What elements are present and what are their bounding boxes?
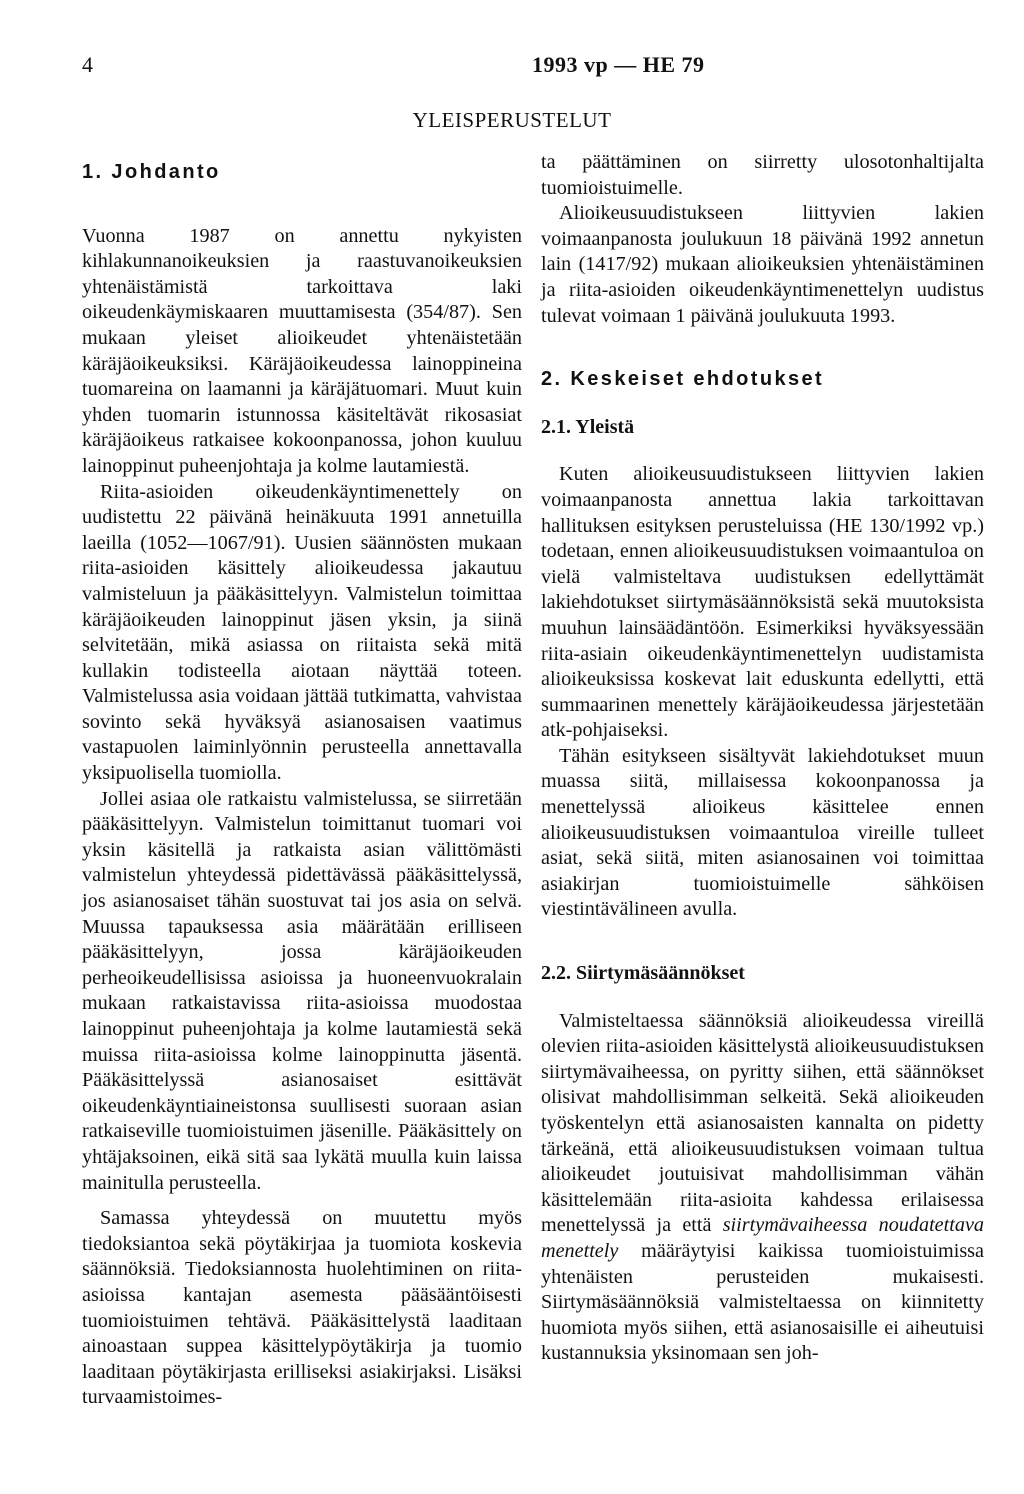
heading-keskeiset-ehdotukset: 2. Keskeiset ehdotukset	[541, 368, 825, 391]
paragraph: Jollei asiaa ole ratkaistu valmistelussa, se siirretään pääkäsittelyyn. Valmistelun toimittanut tuomari voi yksin käsitellä ja ratkaista asian välittömästi valmistelun yhteydessä pidettävässä pääkäsittelyssä, jos asianosaiset tähän suostuvat tai jos asia on selvä. Muussa tapauksessa asia määrätään erilliseen pääkäsittelyyn, jossa käräjäoikeuden perheoikeudellisissa asioissa ja huoneenvuokralain mukaan ratkaistavissa riita-asioissa muodostaa lainoppinut puheenjohtaja ja kolme lautamiestä sekä muissa riita-asioissa kolme lainoppinutta jäsentä. Pääkäsittelyssä asianosaiset esittävät oikeudenkäyntiaineistonsa suullisesti suoraan asian ratkaiseville tuomioistuimen jäsenille. Pääkäsittely on yhtäjaksoinen, eikä sitä saa lykätä muulla kuin laissa mainitulla perusteella.	[82, 787, 522, 1194]
page-number: 4	[82, 52, 93, 77]
running-title: 1993 vp — HE 79	[532, 52, 705, 77]
paragraph: Riita-asioiden oikeudenkäyntimenettely on uudistettu 22 päivänä heinäkuuta 1991 annetuilla laeilla (1052—1067/91). Uusien säännösten mukaan riita-asioiden käsittely alioikeudessa jakautuu valmisteluun ja pääkäsittelyyn. Valmistelun toimittaa käräjäoikeuden lainoppinut jäsen yksin, ja siinä selvitetään, mikä asiassa on riitaista sekä mitä kullakin todisteella aiotaan näyttää toteen. Valmistelussa asia voidaan jättää tutkimatta, vahvistaa sovinto sekä hyväksyä asianosaisen vaatimus vastapuolen laiminlyönnin perusteella annettavalla yksipuolisella tuomiolla.	[82, 480, 522, 785]
paragraph: Tähän esitykseen sisältyvät lakiehdotukset muun muassa siitä, millaisessa kokoonpanossa ja menettelyssä alioikeus käsittelee ennen alioikeusuudistuksen voimaantuloa vireille tulleet asiat, sekä siitä, miten asianosainen voi toimittaa asiakirjan tuomioistuimelle sähköisen viestintävälineen avulla.	[541, 744, 984, 921]
paragraph: Vuonna 1987 on annettu nykyisten kihlakunnanoikeuksien ja raastuvanoikeuksien yhtenäistämistä tarkoittava laki oikeudenkäymiskaaren muuttamisesta (354/87). Sen mukaan yleiset alioikeudet yhtenäistetään käräjäoikeuksiksi. Käräjäoikeudessa lainoppineina tuomareina on laamanni ja käräjätuomari. Muut kuin yhden tuomarin istunnossa käsiteltävät rikosasiat käräjäoikeus ratkaisee kokoonpanossa, johon kuuluu lainoppinut puheenjohtaja ja kolme lautamiestä.	[82, 224, 522, 477]
left-column	[82, 150, 522, 1411]
right-column	[541, 150, 984, 1367]
italic-phrase: siirtymävaiheessa noudatettava menettely	[541, 1214, 984, 1262]
paragraph-text: määräytyisi kaikissa tuomioistuimissa yhtenäisten perusteiden mukaisesti. Siirtymäsäännöksiä valmisteltaessa on kiinnitetty huomiota myös siihen, että asianosaisille ei aiheutuisi kustannuksia yksinomaan sen joh-	[541, 1239, 984, 1365]
paragraph: Kuten alioikeusuudistukseen liittyvien lakien voimaanpanosta annettua lakia tarkoittavan hallituksen esityksen perusteluissa (HE 130/1992 vp.) todetaan, ennen alioikeusuudistuksen voimaantuloa on vielä valmisteltava uudistuksen edellyttämät lakiehdotukset siirtymäsäännöksistä sekä muutoksista muuhun lainsäädäntöön. Esimerkiksi hyväksyessään riita-asiain oikeudenkäyntimenettelyn uudistamista alioikeuksissa koskevat lait eduskunta edellytti, että summaarinen menettely käräjäoikeudessa järjestetään atk-pohjaiseksi.	[541, 463, 984, 742]
paragraph-text: Valmisteltaessa säännöksiä alioikeudessa vireillä olevien riita-asioiden käsittelystä alioikeusuudistuksen siirtymävaiheessa, on pyritty siihen, että säännökset olisivat mahdollisimman selkeitä. Sekä alioikeuden työskentelyn että asianosaisten kannalta on pidetty tärkeänä, että alioikeusuudistuksen voimaan tultua alioikeudet joutuisivat mahdollisimman vähän käsittelemään riita-asioita kahdessa erilaisessa menettelyssä ja että	[541, 1009, 984, 1237]
heading-siirtymasaannokset: 2.2. Siirtymäsäännökset	[541, 962, 745, 985]
paragraph	[541, 1009, 984, 1367]
paragraph: Alioikeusuudistukseen liittyvien lakien voimaanpanosta joulukuun 18 päivänä 1992 annetun lain (1417/92) mukaan alioikeuksien yhtenäistäminen ja riita-asioiden oikeudenkäyntimenettelyn uudistus tulevat voimaan 1 päivänä joulukuuta 1993.	[541, 202, 984, 327]
heading-yleista: 2.1. Yleistä	[541, 415, 635, 438]
heading-johdanto: 1. Johdanto	[82, 161, 221, 183]
paragraph: Samassa yhteydessä on muutettu myös tiedoksiantoa sekä pöytäkirjaa ja tuomiota koskevia säännöksiä. Tiedoksiannosta huolehtiminen on riita-asioissa kantajan asemesta pääsääntöisesti tuomioistuimen tehtävä. Pääkäsittelystä laaditaan ainoastaan suppea käsittelypöytäkirja ja tuomio laaditaan pöytäkirjasta erilliseksi asiakirjaksi. Lisäksi turvaamistoimes-	[82, 1207, 522, 1409]
page-header	[82, 52, 984, 82]
paragraph: ta päättäminen on siirretty ulosotonhaltijalta tuomioistuimelle.	[541, 151, 984, 199]
section-title: YLEISPERUSTELUT	[412, 108, 612, 132]
